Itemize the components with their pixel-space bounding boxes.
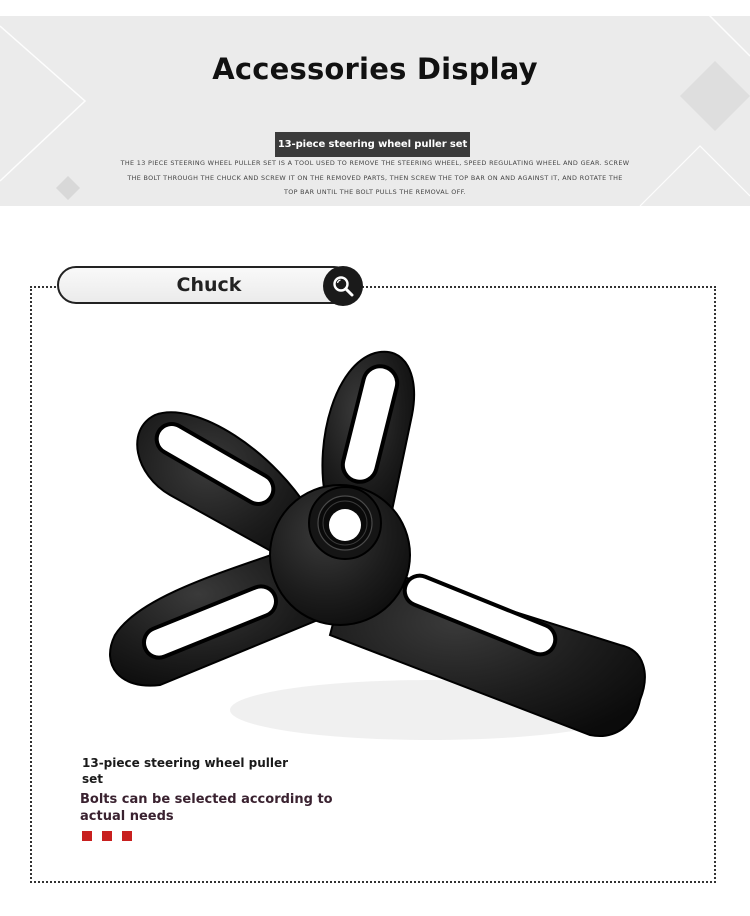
header-banner: [0, 16, 750, 206]
steering-wheel-puller-chuck-image: [100, 345, 660, 765]
decorative-squares: [82, 831, 142, 841]
bolt-note: Bolts can be selected according to actual needs: [80, 792, 333, 824]
accent-square: [102, 831, 112, 841]
accent-square: [82, 831, 92, 841]
product-name: 13-piece steering wheel puller set: [82, 756, 289, 786]
section-label: Chuck: [176, 274, 242, 296]
accent-square: [122, 831, 132, 841]
page-title: Accessories Display: [212, 52, 538, 86]
product-description: THE 13 PIECE STEERING WHEEL PULLER SET IS A TOOL USED TO REMOVE THE STEERING WHEEL, SPEED REGULATING WHEEL AND GEAR. SCREW THE BOLT THROUGH THE CHUCK AND SCREW IT ON THE REMOVED PARTS, THEN SCREW THE TOP BAR ON AND AGAINST IT, AND ROTATE THE TOP BAR UNTIL THE BOLT PULLS THE REMOVAL OFF.: [120, 159, 630, 196]
product-tag: 13-piece steering wheel puller set: [275, 132, 470, 157]
search-icon: [331, 274, 355, 298]
section-label-pill: [57, 266, 353, 304]
search-button[interactable]: [323, 266, 363, 306]
